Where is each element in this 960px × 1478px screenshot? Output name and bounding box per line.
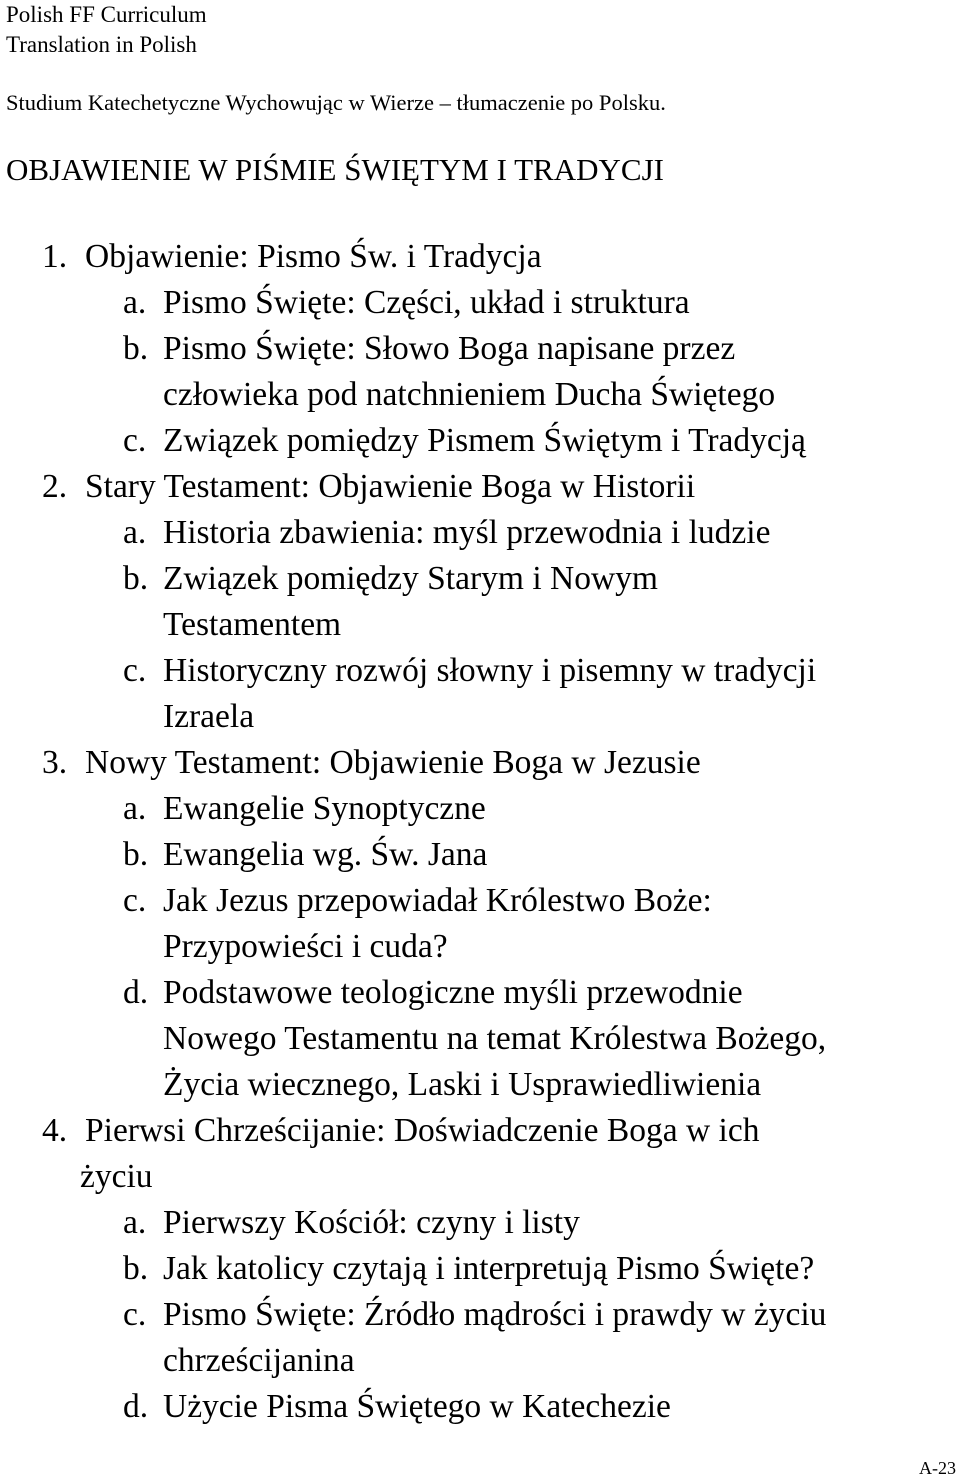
item-text: Jak katolicy czytają i interpretują Pismo Święte?: [163, 1250, 815, 1287]
item-text: Podstawowe teologiczne myśli przewodnie: [163, 974, 743, 1011]
item-letter: a.: [123, 284, 147, 321]
section-number: 3.: [42, 744, 68, 781]
item-text: Pismo Święte: Słowo Boga napisane przez: [163, 330, 736, 367]
outline-item: [0, 1200, 960, 1246]
section-title: Pierwsi Chrześcijanie: Doświadczenie Boga w ich: [85, 1112, 760, 1149]
item-letter: b.: [123, 560, 149, 597]
outline-section: [0, 740, 960, 786]
item-text-continued: Życia wiecznego, Laski i Usprawiedliwienia: [163, 1066, 762, 1103]
item-text: Historia zbawienia: myśl przewodnia i ludzie: [163, 514, 771, 551]
item-text: Historyczny rozwój słowny i pisemny w tradycji: [163, 652, 817, 689]
item-text-continued: Testamentem: [163, 606, 342, 643]
item-text: Pierwszy Kościół: czyny i listy: [163, 1204, 580, 1241]
item-letter: a.: [123, 1204, 147, 1241]
item-letter: b.: [123, 1250, 149, 1287]
section-title: Objawienie: Pismo Św. i Tradycja: [85, 238, 542, 275]
outline-item: [0, 1384, 960, 1430]
item-text-continued: Izraela: [163, 698, 255, 735]
outline-item: [0, 1292, 960, 1384]
item-letter: a.: [123, 514, 147, 551]
outline-item: [0, 832, 960, 878]
item-text: Ewangelia wg. Św. Jana: [163, 836, 488, 873]
item-letter: c.: [123, 652, 147, 689]
outline-section: [0, 464, 960, 510]
item-text: Związek pomiędzy Pismem Świętym i Tradycją: [163, 422, 806, 459]
item-text: Ewangelie Synoptyczne: [163, 790, 486, 827]
item-text-continued: Przypowieści i cuda?: [163, 928, 448, 965]
item-text: Jak Jezus przepowiadał Królestwo Boże:: [163, 882, 712, 919]
outline-item: [0, 556, 960, 648]
item-letter: d.: [123, 1388, 149, 1425]
outline-item: [0, 648, 960, 740]
item-letter: c.: [123, 1296, 147, 1333]
page-number: A-23: [919, 1458, 956, 1478]
item-text: Pismo Święte: Części, układ i struktura: [163, 284, 690, 321]
section-number: 2.: [42, 468, 68, 505]
outline-item: [0, 878, 960, 970]
item-letter: b.: [123, 330, 149, 367]
outline-item: [0, 1246, 960, 1292]
outline-item: [0, 786, 960, 832]
outline-section: [0, 1108, 960, 1200]
section-title: Stary Testament: Objawienie Boga w Historii: [85, 468, 696, 505]
item-letter: b.: [123, 836, 149, 873]
item-text: Użycie Pisma Świętego w Katechezie: [163, 1388, 671, 1425]
document-subtitle: Studium Katechetyczne Wychowując w Wierze – tłumaczenie po Polsku.: [6, 90, 666, 115]
item-text-continued: chrześcijanina: [163, 1342, 355, 1379]
header-curriculum: Polish FF Curriculum: [6, 2, 207, 27]
item-letter: c.: [123, 882, 147, 919]
item-letter: d.: [123, 974, 149, 1011]
item-letter: c.: [123, 422, 147, 459]
page-title: OBJAWIENIE W PIŚMIE ŚWIĘTYM I TRADYCJI: [6, 152, 664, 187]
item-letter: a.: [123, 790, 147, 827]
item-text: Pismo Święte: Źródło mądrości i prawdy w życiu: [163, 1296, 827, 1333]
outline-item: [0, 970, 960, 1108]
item-text-continued: Nowego Testamentu na temat Królestwa Bożego,: [163, 1020, 827, 1057]
outline-item: [0, 280, 960, 326]
item-text: Związek pomiędzy Starym i Nowym: [163, 560, 658, 597]
section-number: 1.: [42, 238, 68, 275]
item-text-continued: człowieka pod natchnieniem Ducha Świętego: [163, 376, 776, 413]
section-number: 4.: [42, 1112, 68, 1149]
header-translation: Translation in Polish: [6, 32, 197, 57]
outline-item: [0, 510, 960, 556]
section-title-continued: życiu: [80, 1158, 153, 1195]
curriculum-outline: [0, 234, 960, 1430]
outline-item: [0, 418, 960, 464]
section-title: Nowy Testament: Objawienie Boga w Jezusie: [85, 744, 701, 781]
outline-item: [0, 326, 960, 418]
outline-section: [0, 234, 960, 280]
